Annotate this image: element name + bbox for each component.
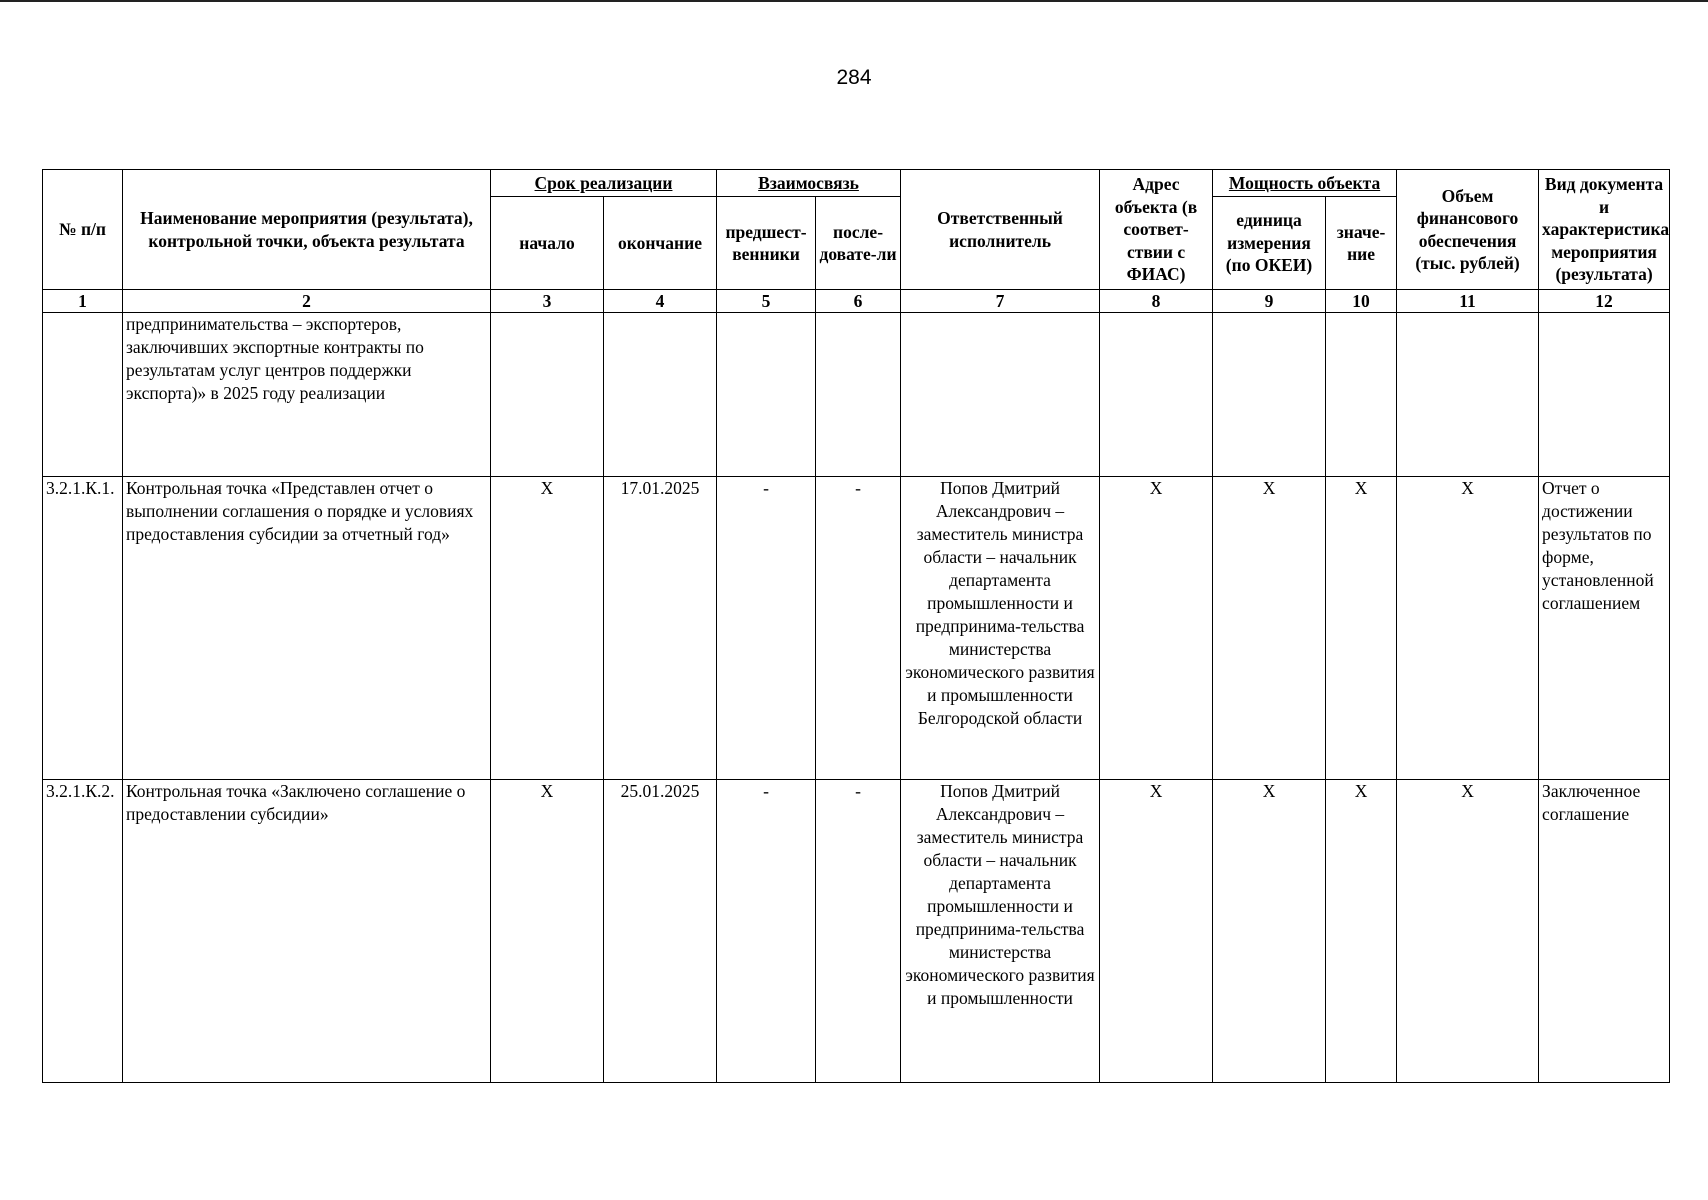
table-row: [43, 313, 1670, 477]
column-number: 9: [1213, 290, 1326, 313]
header-successors: после-довате-ли: [816, 197, 901, 290]
page-number: 284: [836, 66, 872, 89]
row-unit: [1213, 313, 1326, 477]
row-finance: X: [1397, 477, 1539, 780]
row-end: 17.01.2025: [604, 477, 717, 780]
row-name: Контрольная точка «Представлен отчет о выполнении соглашения о порядке и условиях предоставления субсидии за отчетный год»: [123, 477, 491, 780]
row-address: X: [1100, 780, 1213, 1083]
row-unit: X: [1213, 477, 1326, 780]
header-group-link: Взаимосвязь: [717, 170, 901, 197]
header-group-capacity: Мощность объекта: [1213, 170, 1397, 197]
column-number: 2: [123, 290, 491, 313]
page-top-edge: [0, 0, 1708, 2]
row-name: предпринимательства – экспортеров, заключивших экспортные контракты по результатам услуг центров поддержки экспорта)» в 2025 году реализации: [123, 313, 491, 477]
table-row: [43, 780, 1670, 1083]
column-number: 5: [717, 290, 816, 313]
row-value: [1326, 313, 1397, 477]
row-start: X: [491, 780, 604, 1083]
header-value: значе-ние: [1326, 197, 1397, 290]
header-address: Адрес объекта (в соответ-ствии с ФИАС): [1100, 170, 1213, 290]
header-end: окончание: [604, 197, 717, 290]
row-unit: X: [1213, 780, 1326, 1083]
control-points-table: [42, 169, 1670, 1083]
row-start: [491, 313, 604, 477]
row-name: Контрольная точка «Заключено соглашение о предоставлении субсидии»: [123, 780, 491, 1083]
header-unit: единица измерения (по ОКЕИ): [1213, 197, 1326, 290]
column-number: 1: [43, 290, 123, 313]
header-start: начало: [491, 197, 604, 290]
row-value: X: [1326, 477, 1397, 780]
column-number: 3: [491, 290, 604, 313]
row-successors: -: [816, 780, 901, 1083]
row-doc-type: Заключенное соглашение: [1539, 780, 1670, 1083]
header-doc-type: Вид документа и характеристика мероприятия (результата): [1539, 170, 1670, 290]
header-num: № п/п: [43, 170, 123, 290]
row-end: 25.01.2025: [604, 780, 717, 1083]
row-responsible: Попов Дмитрий Александрович – заместитель министра области – начальник департамента промышленности и предпринима-тельства министерства экономического развития и промышленности: [901, 780, 1100, 1083]
row-successors: [816, 313, 901, 477]
column-number: 4: [604, 290, 717, 313]
column-number: 10: [1326, 290, 1397, 313]
column-number: 11: [1397, 290, 1539, 313]
column-number: 12: [1539, 290, 1670, 313]
row-address: X: [1100, 477, 1213, 780]
row-finance: [1397, 313, 1539, 477]
header-row-1: [43, 170, 1670, 197]
header-group-term: Срок реализации: [491, 170, 717, 197]
row-successors: -: [816, 477, 901, 780]
column-numbers-row: [43, 290, 1670, 313]
row-responsible: Попов Дмитрий Александрович – заместитель министра области – начальник департамента промышленности и предпринима-тельства министерства экономического развития и промышленности Белгородской области: [901, 477, 1100, 780]
header-finance: Объем финансового обеспечения (тыс. рублей): [1397, 170, 1539, 290]
row-predecessors: -: [717, 477, 816, 780]
row-predecessors: [717, 313, 816, 477]
row-value: X: [1326, 780, 1397, 1083]
row-doc-type: Отчет о достижении результатов по форме, установленной соглашением: [1539, 477, 1670, 780]
row-end: [604, 313, 717, 477]
row-start: X: [491, 477, 604, 780]
header-name: Наименование мероприятия (результата), контрольной точки, объекта результата: [123, 170, 491, 290]
table-row: [43, 477, 1670, 780]
row-address: [1100, 313, 1213, 477]
row-doc-type: [1539, 313, 1670, 477]
header-responsible: Ответственный исполнитель: [901, 170, 1100, 290]
row-responsible: [901, 313, 1100, 477]
row-predecessors: -: [717, 780, 816, 1083]
header-predecessors: предшест-венники: [717, 197, 816, 290]
column-number: 6: [816, 290, 901, 313]
column-number: 7: [901, 290, 1100, 313]
row-number: 3.2.1.К.2.: [43, 780, 123, 1083]
row-finance: X: [1397, 780, 1539, 1083]
row-number: 3.2.1.К.1.: [43, 477, 123, 780]
row-number: [43, 313, 123, 477]
column-number: 8: [1100, 290, 1213, 313]
